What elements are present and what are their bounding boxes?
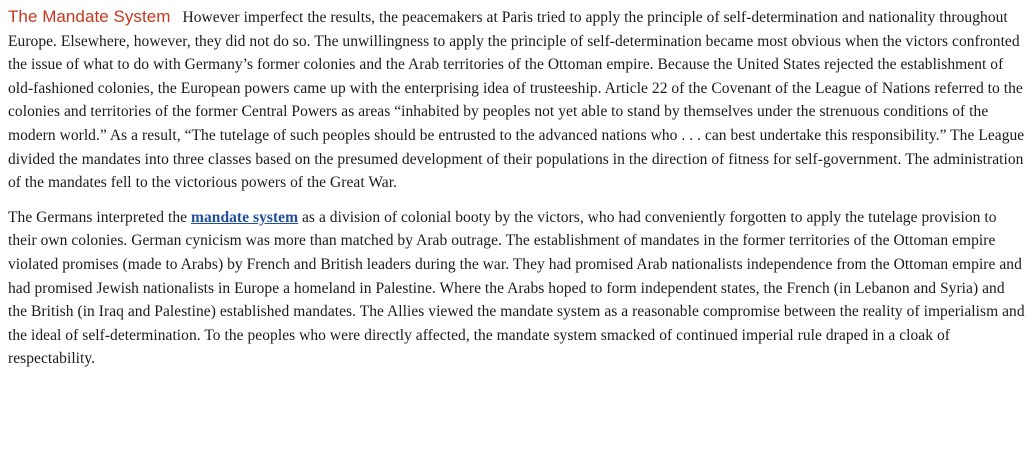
article-body (8, 5, 1026, 371)
mandate-system-link[interactable]: mandate system (191, 208, 299, 226)
paragraph-2 (8, 206, 1026, 371)
section-heading: The Mandate System (8, 7, 171, 26)
paragraph-1-text: However imperfect the results, the peacemakers at Paris tried to apply the principle of self-determination and nationality throughout Europe. Elsewhere, however, they did not do so. The unwillingness to apply the principle of self-determination became most obvious when the victors confronted the issue of what to do with Germany’s former colonies and the Arab territories of the Ottoman empire. Because the United States rejected the establishment of old-fashioned colonies, the European powers came up with the enterprising idea of trusteeship. Article 22 of the Covenant of the League of Nations referred to the colonies and territories of the former Central Powers as areas “inhabited by peoples not yet able to stand by themselves under the strenuous conditions of the modern world.” As a result, “The tutelage of such peoples should be entrusted to the advanced nations who . . . can best undertake this responsibility.” The League divided the mandates into three classes based on the presumed development of their populations in the direction of fitness for self-government. The administration of the mandates fell to the victorious powers of the Great War. (8, 9, 1025, 192)
paragraph-2-text-end: as a division of colonial booty by the victors, who had conveniently forgotten to apply the tutelage provision to their own colonies. German cynicism was more than matched by Arab outrage. The establishment of mandates in the former territories of the Ottoman empire violated promises (made to Arabs) by French and British leaders during the war. They had promised Arab nationalists independence from the Ottoman empire and had promised Jewish nationalists in Europe a homeland in Palestine. Where the Arabs hoped to form independent states, the French (in Lebanon and Syria) and the British (in Iraq and Palestine) established mandates. The Allies viewed the mandate system as a reasonable compromise between the reality of imperialism and the ideal of self-determination. To the peoples who were directly affected, the mandate system smacked of continued imperial rule draped in a cloak of respectability. (8, 208, 1025, 368)
paragraph-1 (8, 5, 1026, 195)
paragraph-2-text-start: The Germans interpreted the (8, 208, 192, 226)
